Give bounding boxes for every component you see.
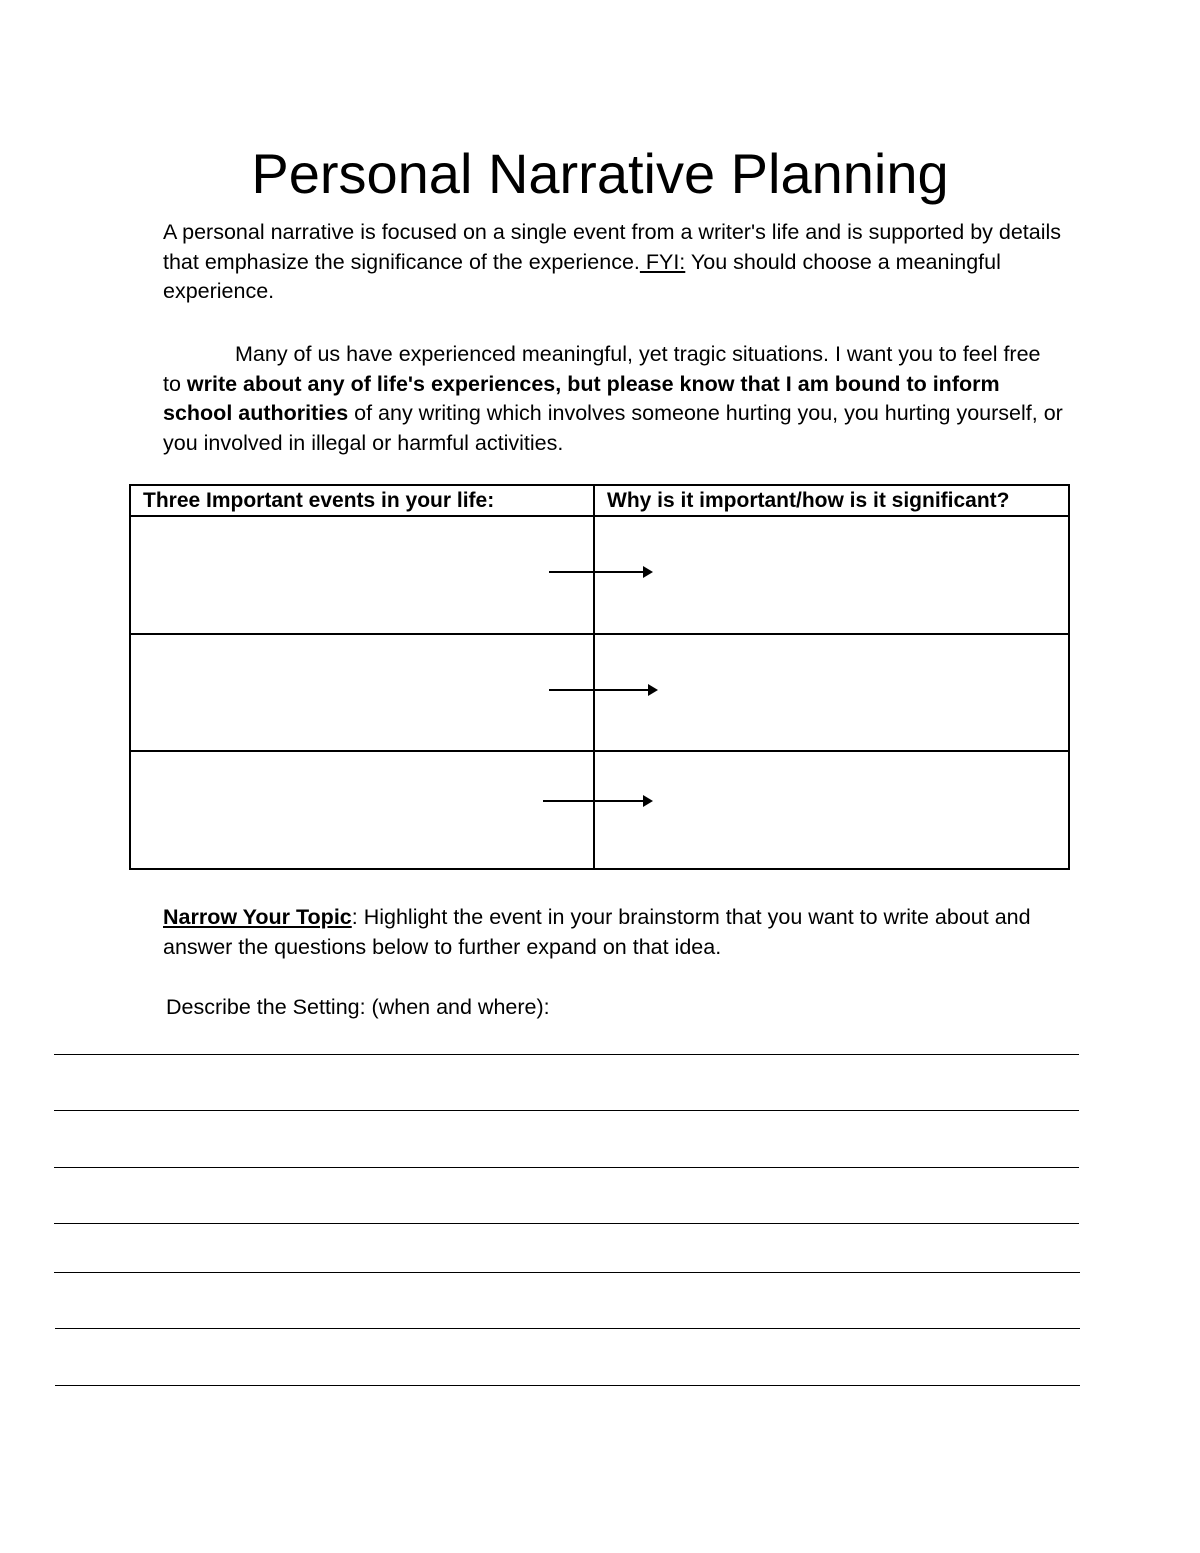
arrow-right-icon bbox=[549, 571, 649, 573]
event-cell-2[interactable] bbox=[130, 634, 594, 752]
narrow-topic-label: Narrow Your Topic bbox=[163, 905, 352, 929]
writing-line[interactable] bbox=[54, 1272, 1080, 1273]
writing-line[interactable] bbox=[54, 1167, 1079, 1168]
intro-text-after: You should choose a meaningful experience. bbox=[163, 249, 1001, 303]
page-title: Personal Narrative Planning bbox=[251, 142, 949, 205]
writing-line[interactable] bbox=[54, 1054, 1079, 1055]
event-cell-1[interactable] bbox=[130, 516, 594, 634]
table-row bbox=[130, 634, 1069, 752]
writing-line[interactable] bbox=[54, 1110, 1079, 1111]
significance-cell-1[interactable] bbox=[594, 516, 1069, 634]
significance-cell-3[interactable] bbox=[594, 751, 1069, 869]
significance-cell-2[interactable] bbox=[594, 634, 1069, 752]
writing-line[interactable] bbox=[54, 1223, 1079, 1224]
narrow-topic-text: : Highlight the event in your brainstorm that you want to write about and answer the questions below to further expand on that idea. bbox=[163, 905, 1031, 959]
events-column-header: Three Important events in your life: bbox=[130, 485, 594, 516]
table-row bbox=[130, 751, 1069, 869]
intro-paragraph bbox=[163, 218, 1063, 307]
notice-text: Many of us have experienced meaningful, yet tragic situations. I want you to feel free to bbox=[163, 342, 1041, 396]
setting-prompt: Describe the Setting: (when and where): bbox=[166, 995, 550, 1019]
table-header-row bbox=[130, 485, 1069, 516]
event-cell-3[interactable] bbox=[130, 751, 594, 869]
writing-line[interactable] bbox=[55, 1385, 1080, 1386]
notice-bold-text: write about any of life's experiences, but please know that I am bound to inform school authorities bbox=[163, 371, 1000, 425]
notice-text-end: of any writing which involves someone hurting you, you hurting yourself, or you involved in illegal or harmful activities. bbox=[163, 401, 1063, 455]
arrow-right-icon bbox=[549, 689, 654, 691]
narrow-topic-paragraph bbox=[163, 903, 1063, 962]
notice-paragraph bbox=[163, 340, 1063, 458]
table-row bbox=[130, 516, 1069, 634]
fyi-label: FYI: bbox=[639, 249, 686, 274]
significance-column-header: Why is it important/how is it significant? bbox=[594, 485, 1069, 516]
writing-line[interactable] bbox=[55, 1328, 1080, 1329]
arrow-right-icon bbox=[543, 800, 649, 802]
intro-text: A personal narrative is focused on a single event from a writer's life and is supported by details that emphasize the significance of the experience. bbox=[163, 220, 1062, 274]
events-table bbox=[129, 484, 1070, 870]
